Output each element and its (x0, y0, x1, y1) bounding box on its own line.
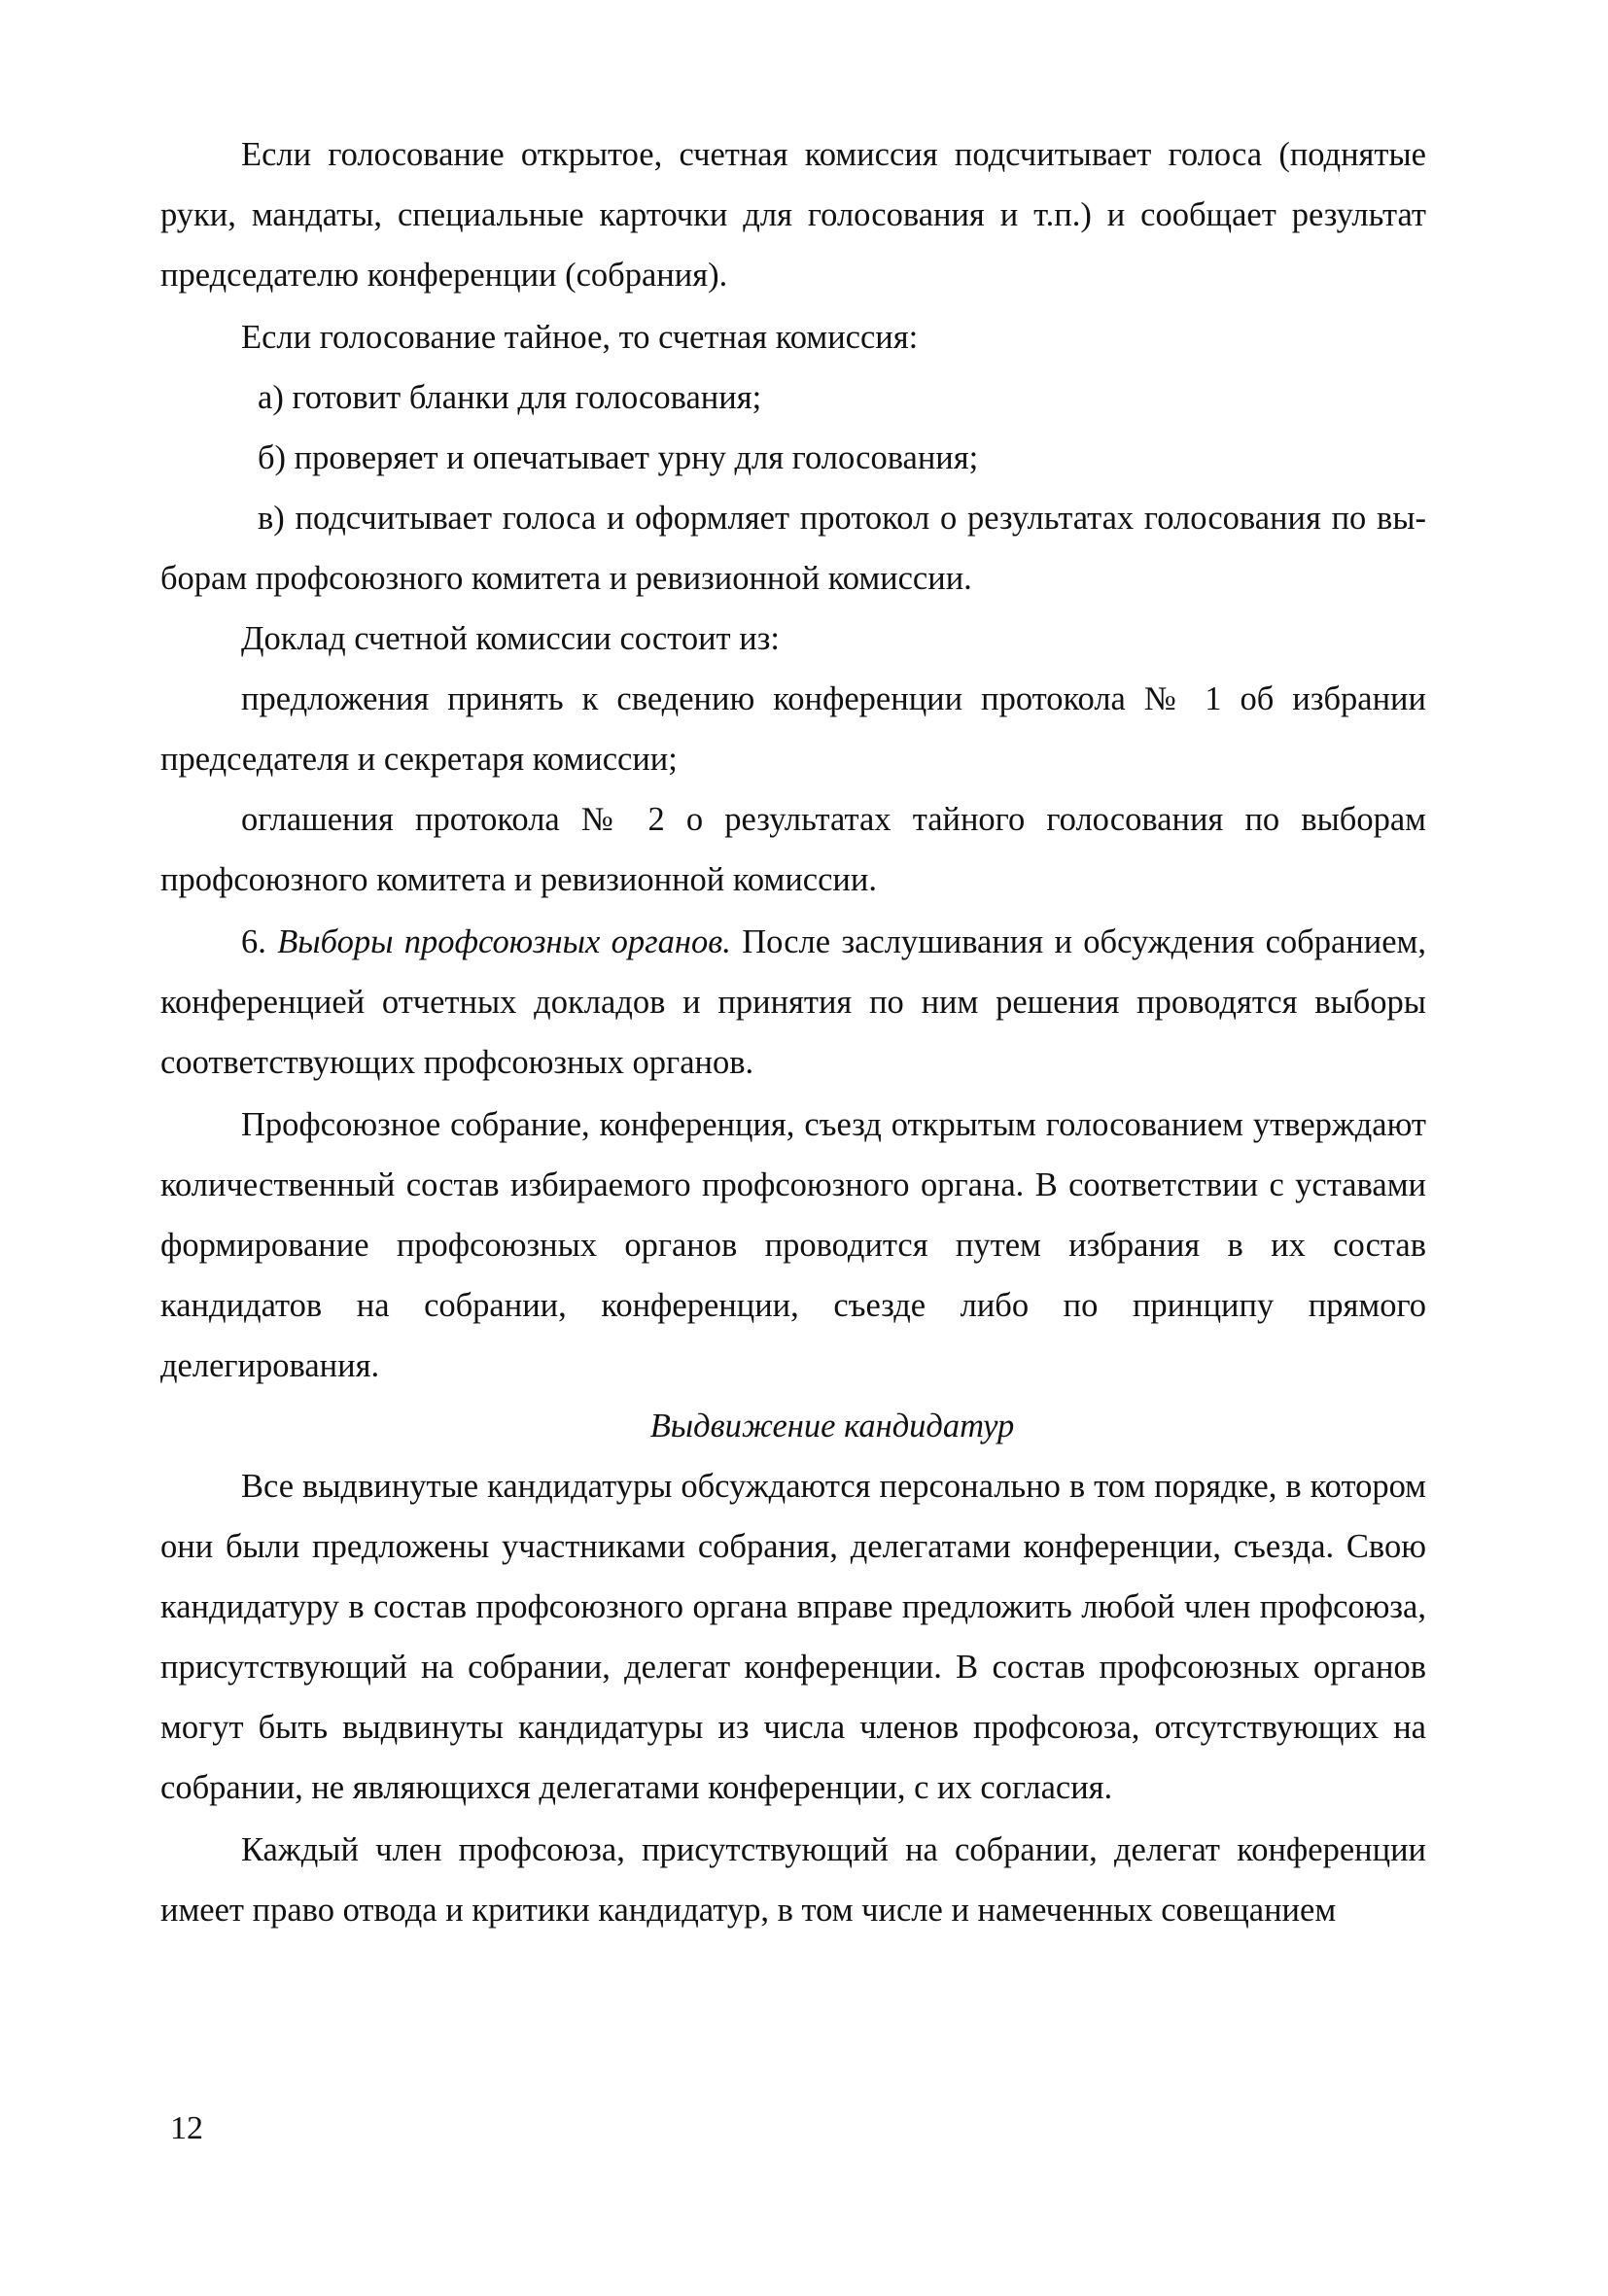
page-number: 12 (170, 2110, 203, 2146)
list-item (160, 367, 1426, 428)
section-number: 6. (241, 923, 266, 960)
paragraph-report-intro: Доклад счетной комиссии состоит из: (241, 620, 780, 657)
paragraph-open-voting: Если голосование открытое, счетная комиссия подсчитывает голоса (поднятые руки, мандаты, специальные карточки для голосования и т.п.) и сообщает результат председателю конференции (собрания). (160, 136, 1426, 294)
body-text (160, 124, 1426, 1940)
paragraph-right-of-challenge: Каждый член профсоюза, присутствующий на собрании, делегат конференции имеет право отвода и критики кандидатур, в том числе и намеченных совещанием (160, 1831, 1426, 1929)
list-item-text: проверяет и опечатывает урну для голосования; (294, 439, 979, 476)
list-item-text: готовит бланки для голосования; (292, 379, 762, 416)
paragraph-report-item-2: оглашения протокола № 2 о результатах тайного голосования по выборам профсоюзного комитета и ревизионной комиссии. (160, 801, 1426, 898)
list-marker: а) (258, 379, 284, 416)
list-item (160, 428, 1426, 488)
section-text: После заслушивания и обсуждения собранием, конференцией отчетных докладов и принятия по ним решения проводятся выборы соответствующих профсоюзных органов. (160, 923, 1426, 1081)
paragraph-section-6 (160, 912, 1426, 1093)
section-title: Выборы профсоюзных органов. (277, 923, 731, 960)
list-marker: б) (258, 439, 287, 476)
paragraph-nominations: Все выдвинутые кандидатуры обсуждаются персонально в том порядке, в котором они были предложены участниками собрания, делегатами конференции, съезда. Свою кандидатуру в состав профсоюзного органа вправе предложить любой член профсоюза, присутствующий на собрании, делегат конференции. В состав профсоюзных органов могут быть выдвинуты кандидатуры из числа членов профсоюза, отсутствующих на собрании, не являющихся делегатами конференции, с их согласия. (160, 1468, 1426, 1806)
list-marker: в) (258, 500, 285, 537)
paragraph-report-item-1: предложения принять к сведению конференции протокола № 1 об избрании председателя и секретаря комиссии; (160, 680, 1426, 778)
subheading-nomination: Выдвижение кандидатур (649, 1408, 1015, 1444)
list-item (160, 488, 1426, 609)
paragraph-composition: Профсоюзное собрание, конференция, съезд открытым голосованием утверждают количественный состав избираемого профсоюзного органа. В соответствии с уставами формирование профсоюзных органов проводится путем избрания в их состав кандидатов на собрании, конференции, съезде либо по принципу прямого делегирования. (160, 1106, 1426, 1384)
list-item-text: подсчитывает голоса и оформляет протокол о результатах голосования по выборам профсоюзного комитета и ревизионной комиссии. (160, 500, 1426, 597)
paragraph-secret-voting-intro: Если голосование тайное, то счетная комиссия: (241, 319, 919, 356)
